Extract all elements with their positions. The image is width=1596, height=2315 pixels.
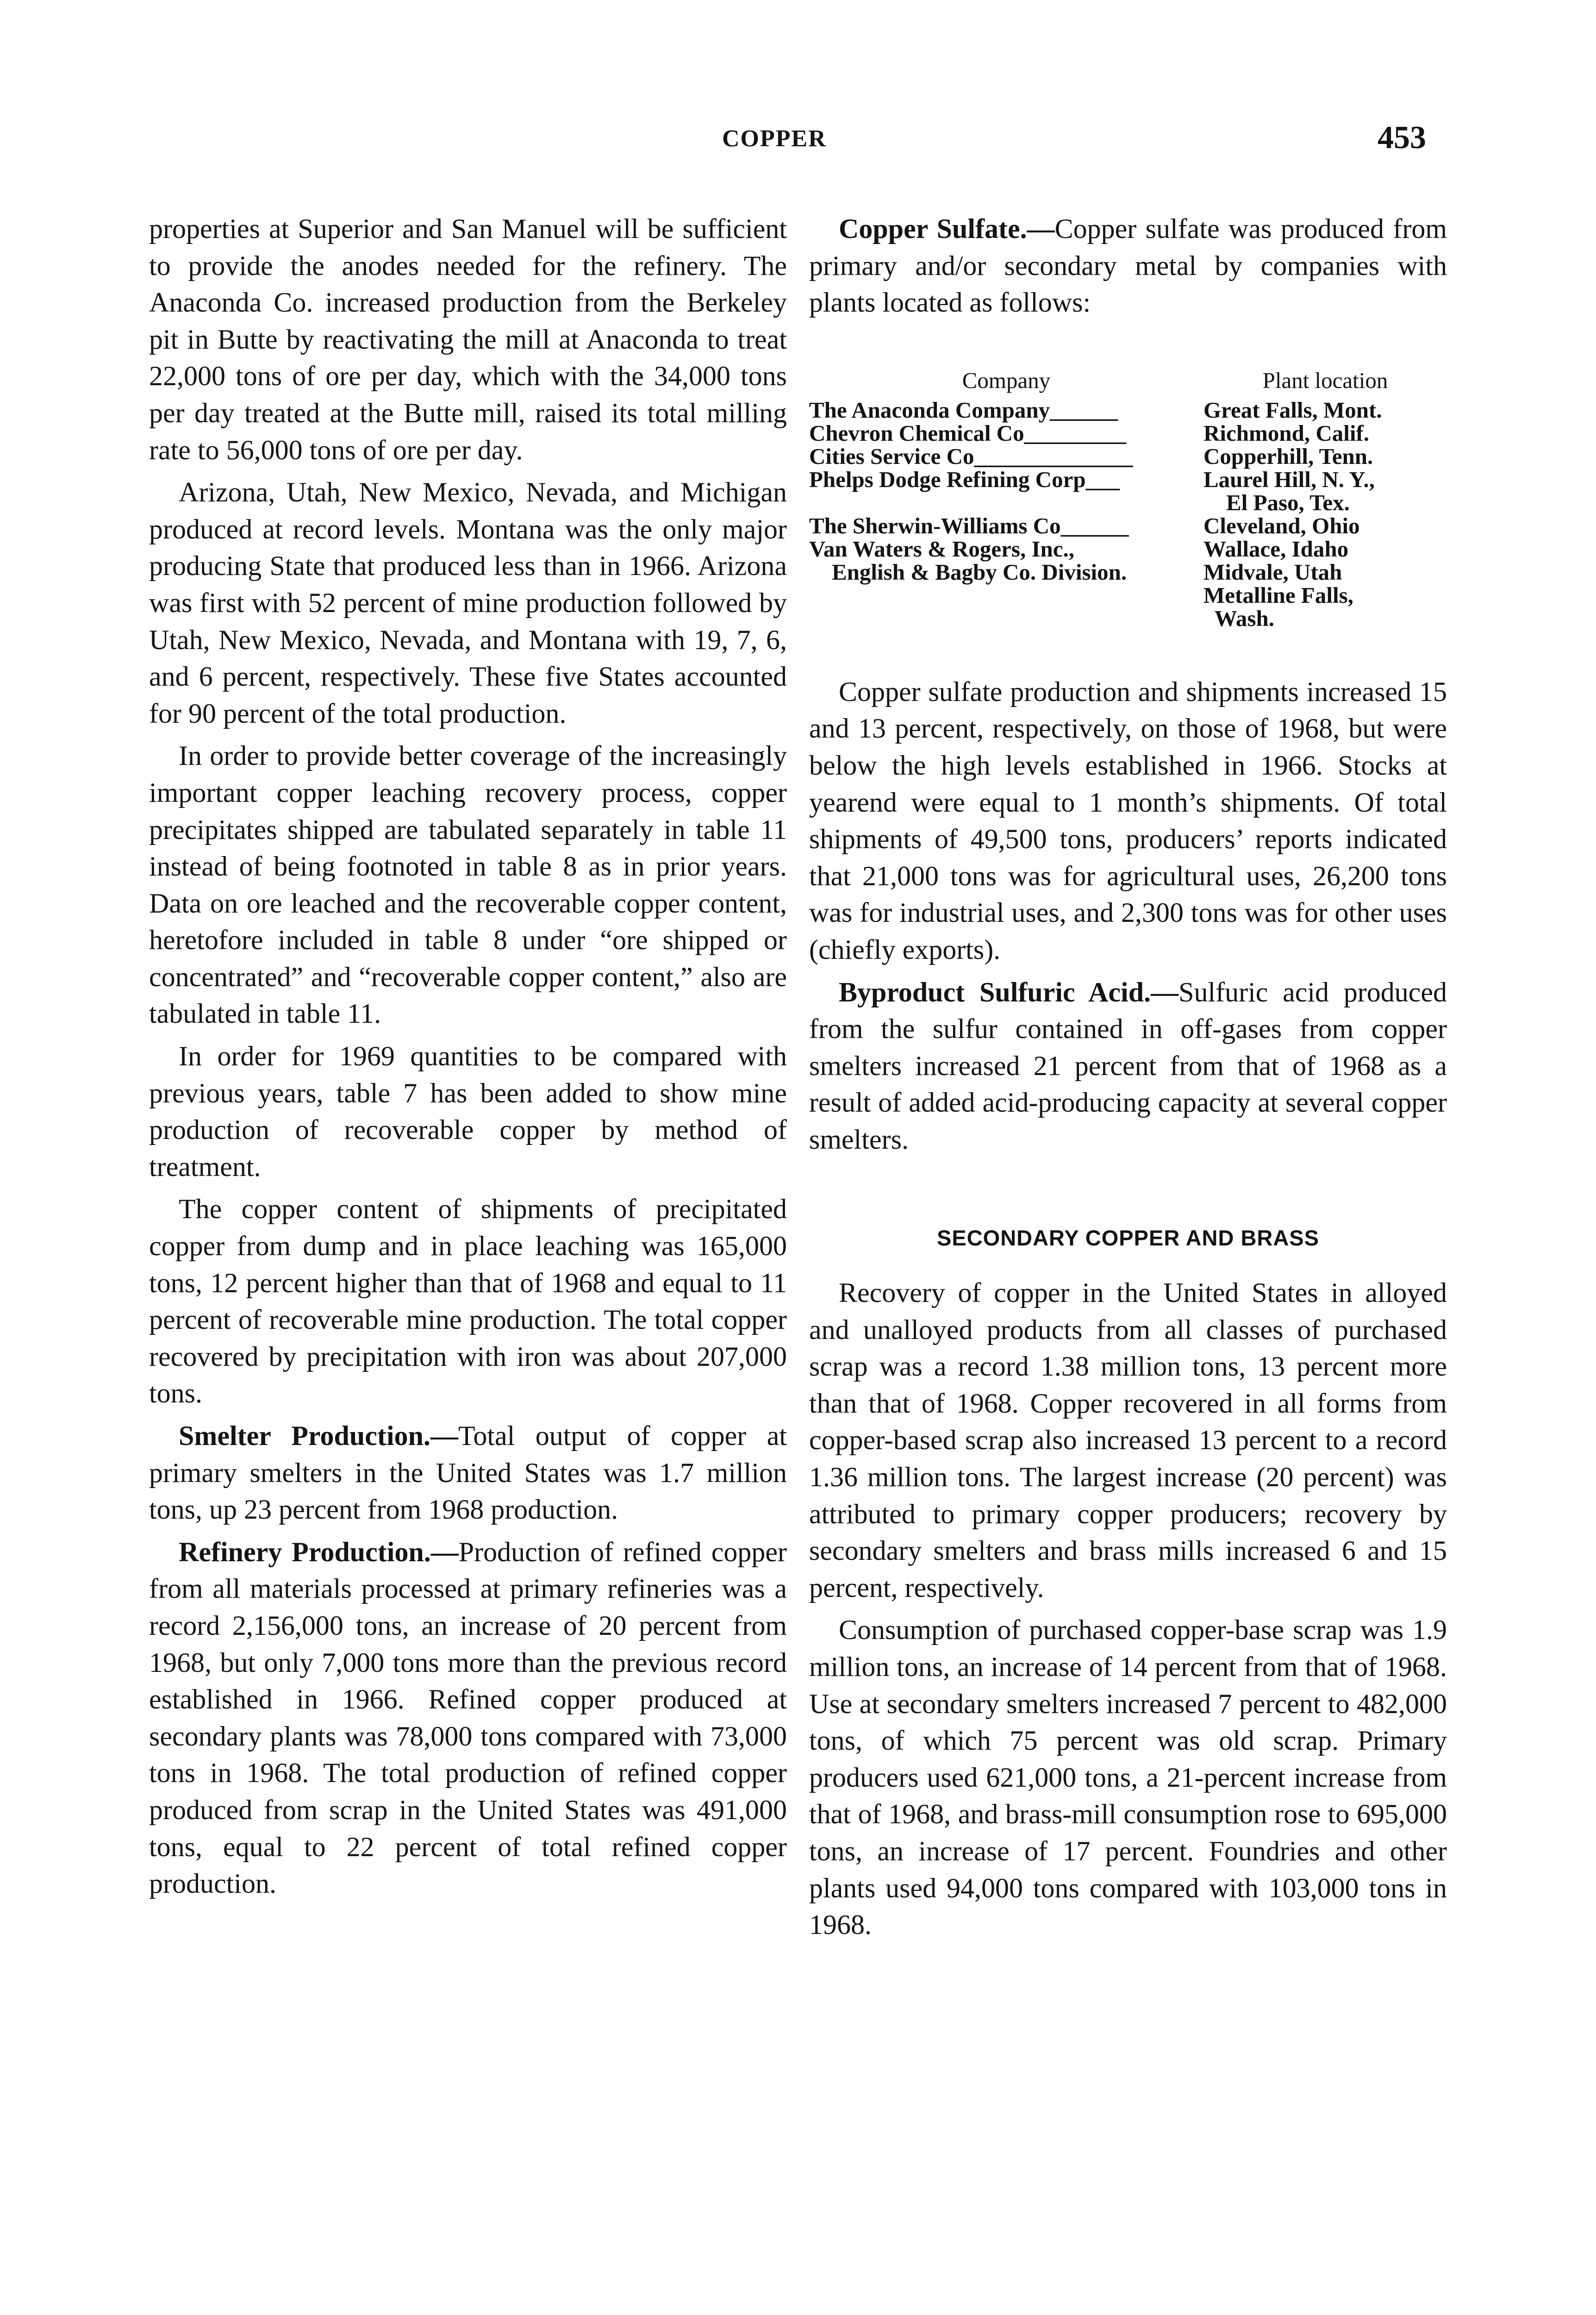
refinery-production-paragraph bbox=[149, 1534, 787, 1902]
paragraph: In order for 1969 quantities to be compared with previous years, table 7 has been added to show mine production of recoverable copper by method of treatment. bbox=[149, 1041, 787, 1182]
paragraph-text: Sulfuric acid produced from the sulfur contained in off-gases from copper smelters increased 21 percent from that of 1968 as a result of added acid-producing capacity at several copper smelters. bbox=[809, 976, 1447, 1155]
company-cell: Cities Service Co______________ bbox=[809, 443, 1133, 469]
location-cell: Great Falls, Mont. bbox=[1203, 397, 1382, 423]
paragraph: properties at Superior and San Manuel will be sufficient to provide the anodes needed for the refinery. The Anaconda Co. increased production from the Berkeley pit in Butte by reactivating the mill at Anaconda to treat 22,000 tons of ore per day, which with the 34,000 tons per day treated at the Butte mill, raised its total milling rate to 56,000 tons of ore per day. bbox=[149, 213, 787, 465]
plant-location-table bbox=[809, 369, 1447, 630]
paragraph: Arizona, Utah, New Mexico, Nevada, and Michigan produced at record levels. Montana was the only major producing State that produced less than in 1966. Arizona was first with 52 percent of mine production followed by Utah, New Mexico, Nevada, and Montana with 19, 7, 6, and 6 percent, respectively. These five States accounted for 90 percent of the total production. bbox=[149, 477, 787, 729]
byproduct-sulfuric-acid-paragraph bbox=[809, 974, 1447, 1158]
paragraph-text: Copper sulfate was produced from primary and/or secondary metal by companies with plants located as follows: bbox=[809, 213, 1447, 318]
copper-sulfate-paragraph bbox=[809, 211, 1447, 321]
running-head: COPPER bbox=[722, 125, 827, 152]
paragraph: Copper sulfate production and shipments increased 15 and 13 percent, respectively, on those of 1968, but were below the high levels established in 1966. Stocks at yearend were equal to 1 month’s shipments. Of total shipments of 49,500 tons, producers’ reports indicated that 21,000 tons was for agricultural uses, 26,200 tons was for industrial uses, and 2,300 tons was for other uses (chiefly exports). bbox=[809, 676, 1447, 965]
company-cell: Phelps Dodge Refining Corp___ bbox=[809, 466, 1120, 492]
location-cell: Wallace, Idaho Midvale, Utah Metalline Falls, Wash. bbox=[1203, 536, 1353, 631]
company-cell: Van Waters & Rogers, Inc., English & Bagby Co. Division. bbox=[809, 536, 1127, 585]
company-cell: The Anaconda Company______ bbox=[809, 397, 1118, 423]
paragraph: The copper content of shipments of precipitated copper from dump and in place leaching was 165,000 tons, 12 percent higher than that of 1968 and equal to 11 percent of recoverable mine production. The total copper recovered by precipitation with iron was about 207,000 tons. bbox=[149, 1194, 787, 1409]
table-row bbox=[809, 422, 1447, 445]
run-in-heading: Refinery Production.— bbox=[179, 1536, 459, 1567]
run-in-heading: Byproduct Sulfuric Acid.— bbox=[839, 976, 1179, 1007]
location-cell: Cleveland, Ohio bbox=[1203, 513, 1360, 538]
paragraph: In order to provide better coverage of the increasingly important copper leaching recovery process, copper precipitates shipped are tabulated separately in table 11 instead of being footnoted in table 8 as in prior years. Data on ore leached and the recoverable copper content, heretofore included in table 8 under “ore shipped or concentrated” and “recoverable copper content,” also are tabulated in table 11. bbox=[149, 740, 787, 1029]
smelter-production-paragraph bbox=[149, 1418, 787, 1528]
table-row bbox=[809, 538, 1447, 630]
table-header-row bbox=[809, 369, 1447, 399]
left-column bbox=[149, 211, 787, 1908]
location-cell: Laurel Hill, N. Y., El Paso, Tex. bbox=[1203, 466, 1375, 515]
paragraph: Consumption of purchased copper-base scrap was 1.9 million tons, an increase of 14 percent from that of 1968. Use at secondary smelters increased 7 percent to 482,000 tons, of which 75 percent was old scrap. Primary producers used 621,000 tons, a 21-percent increase from that of 1968, and brass-mill consumption rose to 695,000 tons, an increase of 17 percent. Foundries and other plants used 94,000 tons compared with 103,000 tons in 1968. bbox=[809, 1614, 1447, 1940]
column-header-company: Company bbox=[962, 367, 1051, 393]
right-column bbox=[809, 211, 1447, 1949]
company-cell: The Sherwin-Williams Co______ bbox=[809, 513, 1129, 538]
table-row bbox=[809, 468, 1447, 514]
paragraph: Recovery of copper in the United States in alloyed and unalloyed products from all classes of purchased scrap was a record 1.38 million tons, 13 percent more than that of 1968. Copper recovered in all forms from copper-based scrap also increased 13 percent to a record 1.36 million tons. The largest increase (20 percent) was attributed to primary copper producers; recovery by secondary smelters and brass mills increased 6 and 15 percent, respectively. bbox=[809, 1277, 1447, 1603]
company-cell: Chevron Chemical Co_________ bbox=[809, 420, 1127, 446]
run-in-heading: Copper Sulfate.— bbox=[839, 213, 1055, 244]
location-cell: Richmond, Calif. bbox=[1203, 420, 1370, 446]
section-heading: SECONDARY COPPER AND BRASS bbox=[937, 1225, 1319, 1250]
table-row bbox=[809, 399, 1447, 422]
table-row bbox=[809, 445, 1447, 468]
location-cell: Copperhill, Tenn. bbox=[1203, 443, 1373, 469]
paragraph-text: Production of refined copper from all materials processed at primary refineries was a record 2,156,000 tons, an increase of 20 percent from 1968, but only 7,000 tons more than the previous record established in 1966. Refined copper produced at secondary plants was 78,000 tons compared with 73,000 tons in 1968. The total production of refined copper produced from scrap in the United States was 491,000 tons, equal to 22 percent of total refined copper production. bbox=[149, 1536, 787, 1899]
run-in-heading: Smelter Production.— bbox=[179, 1420, 458, 1451]
table-row bbox=[809, 514, 1447, 538]
column-header-location: Plant location bbox=[1262, 367, 1388, 393]
paragraph-text: Total output of copper at primary smelters in the United States was 1.7 million tons, up 23 percent from 1968 production. bbox=[149, 1420, 787, 1525]
page-number: 453 bbox=[1378, 120, 1426, 156]
